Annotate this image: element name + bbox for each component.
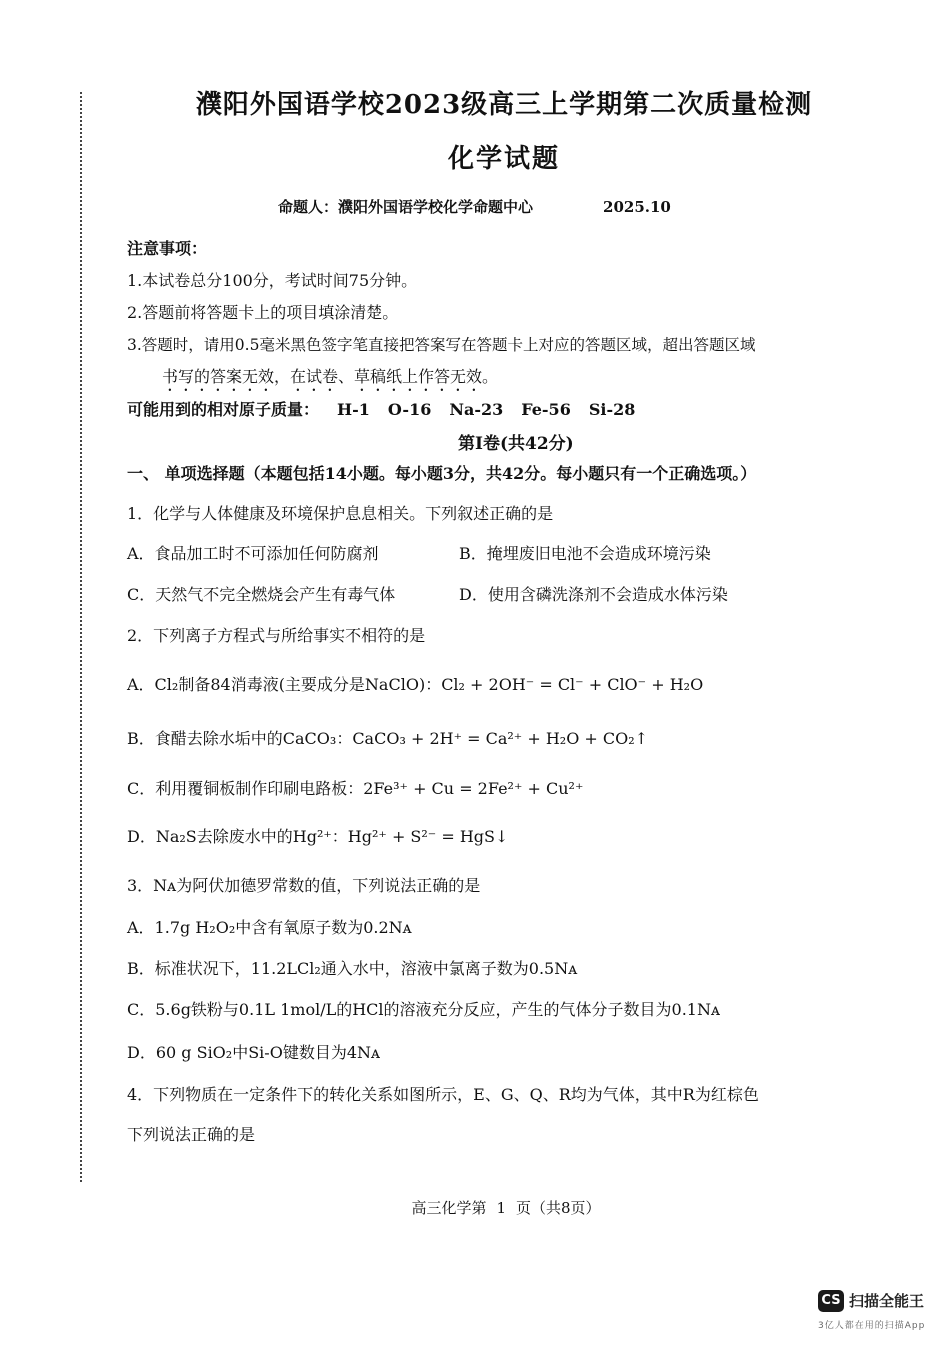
page-number: 1 (496, 1199, 506, 1217)
author: 命题人：濮阳外国语学校化学命题中心 (278, 198, 534, 216)
section-heading: 一、 单项选择题（本题包括14小题。每小题3分，共42分。每小题只有一个正确选项。） (127, 464, 757, 483)
scanner-watermark (818, 1290, 942, 1340)
atomic-mass: H-1 (337, 400, 370, 419)
footer-prefix: 高三化学第 (411, 1199, 487, 1217)
exam-subject: 化学试题 (447, 144, 560, 174)
option-a: A．1.7g H₂O₂中含有氧原子数为0.2Nᴀ (127, 918, 412, 937)
notice-item: 3.答题时，请用0.5毫米黑色签字笔直接把答案写在答题卡上对应的答题区域，超出答题区域 (127, 336, 756, 354)
option-c: C．利用覆铜板制作印刷电路板：2Fe³⁺ + Cu = 2Fe²⁺ + Cu²⁺ (127, 779, 584, 798)
exam-title: 濮阳外国语学校2023级高三上学期第二次质量检测 (195, 90, 813, 120)
notice-item: 2.答题前将答题卡上的项目填涂清楚。 (127, 303, 399, 322)
notice-heading: 注意事项： (127, 239, 208, 258)
atomic-masses-label: 可能用到的相对原子质量： (127, 400, 320, 419)
atomic-masses (127, 397, 653, 420)
option-b: B．食醋去除水垢中的CaCO₃：CaCO₃ + 2H⁺ = Ca²⁺ + H₂O + CO₂↑ (127, 729, 649, 748)
watermark-tagline: 3亿人都在用的扫描App (818, 1321, 926, 1331)
binding-margin-dotted-line (80, 92, 82, 1182)
page-footer (0, 1197, 950, 1218)
exam-date: 2025.10 (603, 198, 671, 216)
question-stem: 3．Nᴀ为阿伏加德罗常数的值，下列说法正确的是 (127, 876, 481, 895)
notice-item: 书写的答案无效，在试卷、草稿纸上作答无效。 (162, 367, 499, 386)
atomic-mass: Na-23 (449, 400, 504, 419)
option-c: C．天然气不完全燃烧会产生有毒气体 (127, 585, 396, 604)
footer-suffix: 页（共8页） (516, 1199, 601, 1217)
question-stem: 2．下列离子方程式与所给事实不相符的是 (127, 626, 426, 645)
camscanner-icon: CS (818, 1290, 844, 1312)
option-b: B．掩埋废旧电池不会造成环境污染 (459, 544, 711, 563)
option-c: C．5.6g铁粉与0.1L 1mol/L的HCl的溶液充分反应，产生的气体分子数目为0.1Nᴀ (127, 1000, 721, 1019)
author-line (278, 196, 671, 217)
option-d: D．60 g SiO₂中Si-O键数目为4Nᴀ (127, 1043, 381, 1062)
question-stem: 4．下列物质在一定条件下的转化关系如图所示，E、G、Q、R均为气体，其中R为红棕色 (127, 1085, 759, 1104)
option-a: A．食品加工时不可添加任何防腐剂 (127, 544, 379, 563)
question-stem-continued: 下列说法正确的是 (127, 1125, 256, 1144)
atomic-mass: Si-28 (588, 400, 636, 419)
option-d: D．Na₂S去除废水中的Hg²⁺：Hg²⁺ + S²⁻ = HgS↓ (127, 827, 509, 846)
watermark-brand: 扫描全能王 (849, 1292, 925, 1310)
question-stem: 1．化学与人体健康及环境保护息息相关。下列叙述正确的是 (127, 504, 554, 523)
option-a: A．Cl₂制备84消毒液(主要成分是NaClO)：Cl₂ + 2OH⁻ = Cl⁻ + ClO⁻ + H₂O (127, 675, 704, 694)
notice-item: 1.本试卷总分100分，考试时间75分钟。 (127, 271, 418, 290)
option-b: B．标准状况下，11.2LCl₂通入水中，溶液中氯离子数为0.5Nᴀ (127, 959, 578, 978)
atomic-mass: O-16 (387, 400, 432, 419)
volume-heading: 第Ⅰ卷(共42分) (458, 434, 574, 454)
atomic-mass: Fe-56 (521, 400, 571, 419)
option-d: D．使用含磷洗涤剂不会造成水体污染 (459, 585, 728, 604)
